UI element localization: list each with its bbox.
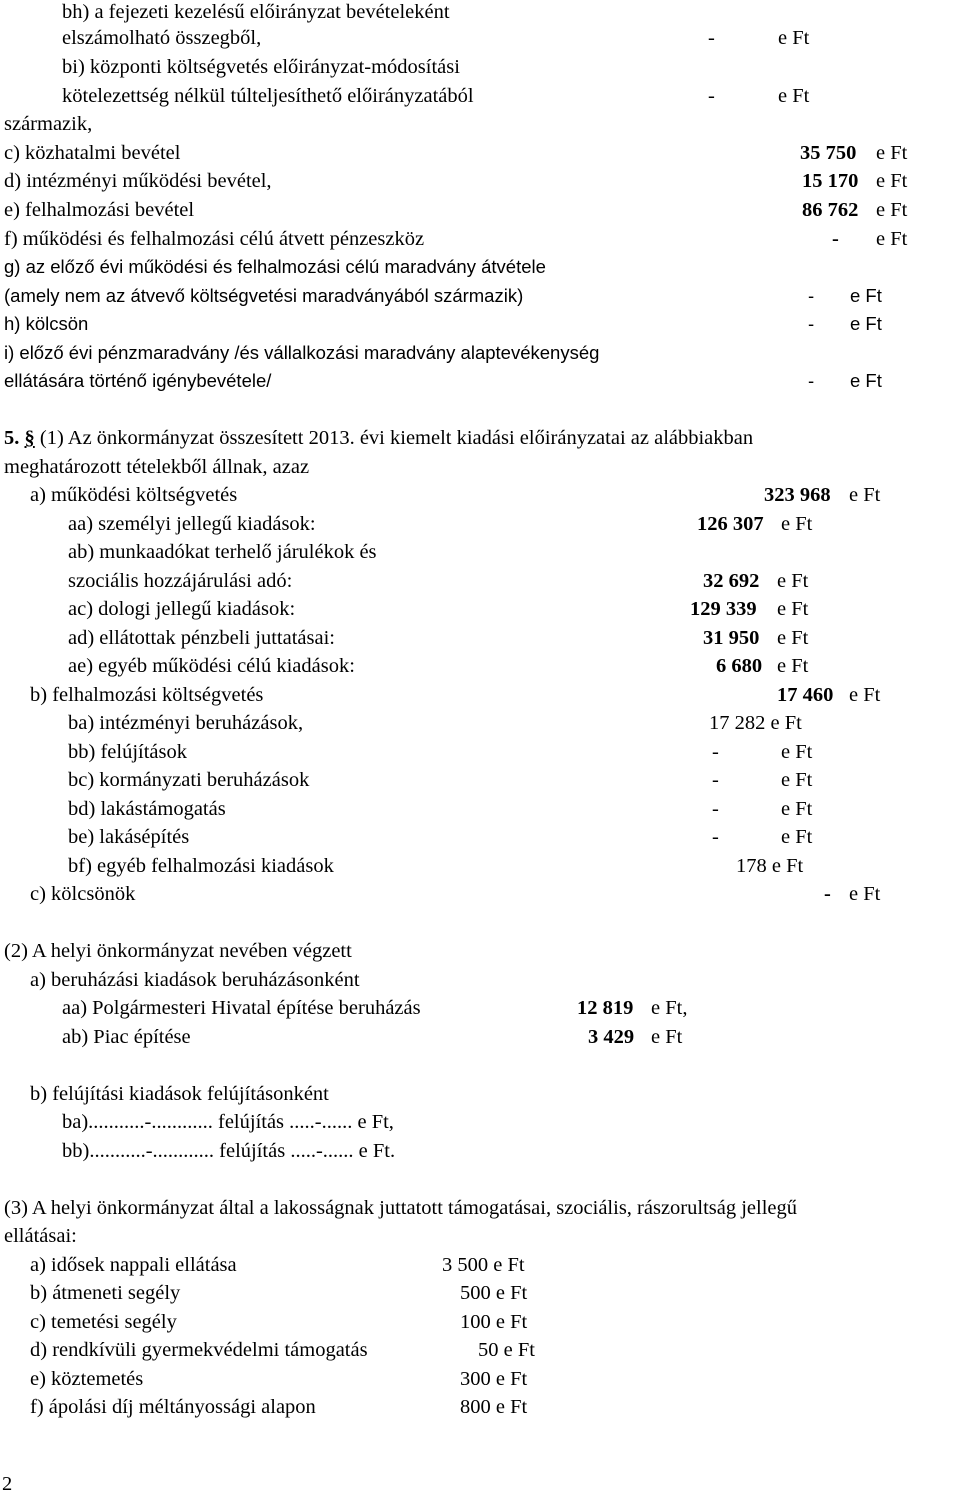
income-bi-line1: bi) központi költségvetés előirányzat-módosítási [62,56,460,78]
exp-a-label: a) működési költségvetés [30,484,238,506]
income-d-unit: e Ft [876,170,908,192]
exp-a-value: 323 968 [764,484,831,506]
exp-ab-value: 32 692 [703,570,760,592]
income-g-dash: - [808,285,815,306]
exp-bb-label: bb) felújítások [68,741,187,763]
exp-aa-label: aa) személyi jellegű kiadások: [68,513,316,535]
para2-title: (2) A helyi önkormányzat nevében végzett [4,940,352,962]
income-e-label: e) felhalmozási bevétel [4,199,195,221]
exp-b-value: 17 460 [777,684,834,706]
exp-a-unit: e Ft [849,484,881,506]
income-d-value: 15 170 [802,170,859,192]
income-bi-unit: e Ft [778,85,810,107]
income-bi-dash: - [708,85,715,107]
para3-line1: (3) A helyi önkormányzat által a lakosságnak juttatott támogatásai, szociális, rászorultság jellegű [4,1197,798,1219]
income-f-dash: - [832,228,839,250]
para3-item-value: 3 500 e Ft [442,1254,525,1276]
exp-bf-value: 178 e Ft [736,855,804,877]
income-g-unit: e Ft [850,285,882,306]
exp-ba-label: ba) intézményi beruházások, [68,712,304,734]
income-f-label: f) működési és felhalmozási célú átvett pénzeszköz [4,228,425,250]
exp-ae-label: ae) egyéb működési célú kiadások: [68,655,355,677]
exp-bf-label: bf) egyéb felhalmozási kiadások [68,855,334,877]
exp-be-unit: e Ft [781,826,813,848]
exp-bb-dash: - [712,741,719,763]
exp-c-dash: - [824,883,831,905]
page-number: 2 [2,1473,13,1495]
section-5-line2: meghatározott tételekből állnak, azaz [4,456,310,478]
income-bh-unit: e Ft [778,27,810,49]
income-h-label: h) kölcsön [4,313,89,334]
exp-bd-unit: e Ft [781,798,813,820]
para3-item-label: e) köztemetés [30,1368,144,1390]
exp-ab-line1: ab) munkaadókat terhelő járulékok és [68,541,377,563]
exp-bc-dash: - [712,769,719,791]
exp-ac-label: ac) dologi jellegű kiadások: [68,598,296,620]
exp-c-unit: e Ft [849,883,881,905]
para3-line2: ellátásai: [4,1225,77,1247]
exp-ba-value: 17 282 e Ft [709,712,802,734]
income-i-line1: i) előző évi pénzmaradvány /és vállalkozási maradvány alaptevékenység [4,342,600,363]
para3-item-label: f) ápolási díj méltányossági alapon [30,1396,316,1418]
para3-item-value: 100 e Ft [460,1311,528,1333]
income-h-unit: e Ft [850,313,882,334]
income-e-value: 86 762 [802,199,859,221]
para3-item-value: 800 e Ft [460,1396,528,1418]
exp-ad-label: ad) ellátottak pénzbeli juttatásai: [68,627,335,649]
exp-ad-value: 31 950 [703,627,760,649]
income-f-unit: e Ft [876,228,908,250]
para2-ab-label: ab) Piac építése [62,1026,191,1048]
exp-aa-unit: e Ft [781,513,813,535]
exp-ac-unit: e Ft [777,598,809,620]
income-bi-line2: kötelezettség nélkül túlteljesíthető előirányzatából [62,85,474,107]
exp-be-dash: - [712,826,719,848]
para2-aa-unit: e Ft, [651,997,688,1019]
exp-c-label: c) kölcsönök [30,883,136,905]
income-bh-dash: - [708,27,715,49]
exp-bc-unit: e Ft [781,769,813,791]
exp-bd-label: bd) lakástámogatás [68,798,226,820]
exp-b-unit: e Ft [849,684,881,706]
exp-bc-label: bc) kormányzati beruházások [68,769,310,791]
exp-bb-unit: e Ft [781,741,813,763]
exp-aa-value: 126 307 [697,513,764,535]
para3-item-label: b) átmeneti segély [30,1282,181,1304]
para3-item-label: a) idősek nappali ellátása [30,1254,237,1276]
income-c-value: 35 750 [800,142,857,164]
exp-ac-value: 129 339 [690,598,757,620]
section-5-line1: (1) Az önkormányzat összesített 2013. évi kiemelt kiadási előirányzatai az alábbiakban [34,427,754,449]
section-5-heading [4,424,753,452]
para3-item-value: 300 e Ft [460,1368,528,1390]
income-bi-line3: származik, [4,113,93,135]
income-c-label: c) közhatalmi bevétel [4,142,181,164]
exp-ab-line2: szociális hozzájárulási adó: [68,570,293,592]
income-i-dash: - [808,370,815,391]
para3-item-value: 500 e Ft [460,1282,528,1304]
income-i-unit: e Ft [850,370,882,391]
income-g-line1: g) az előző évi működési és felhalmozási célú maradvány átvétele [4,256,546,277]
exp-ae-unit: e Ft [777,655,809,677]
para3-item-label: d) rendkívüli gyermekvédelmi támogatás [30,1339,368,1361]
para3-item-value: 50 e Ft [478,1339,535,1361]
exp-be-label: be) lakásépítés [68,826,190,848]
income-e-unit: e Ft [876,199,908,221]
para3-item-label: c) temetési segély [30,1311,177,1333]
exp-ae-value: 6 680 [716,655,763,677]
section-number: 5. [4,427,20,449]
income-d-label: d) intézményi működési bevétel, [4,170,272,192]
section-sign: § [24,427,35,449]
para2-ba-text: ba)...........-............ felújítás .....-...... e Ft, [62,1111,394,1133]
income-bh-line2: elszámolható összegből, [62,27,262,49]
exp-bd-dash: - [712,798,719,820]
exp-ad-unit: e Ft [777,627,809,649]
exp-ab-unit: e Ft [777,570,809,592]
para2-aa-value: 12 819 [577,997,634,1019]
income-h-dash: - [808,313,815,334]
income-i-line2: ellátására történő igénybevétele/ [4,370,272,391]
income-c-unit: e Ft [876,142,908,164]
income-bh-line1: bh) a fejezeti kezelésű előirányzat bevételeként [62,1,450,23]
para2-bb-text: bb)...........-............ felújítás .....-...... e Ft. [62,1140,396,1162]
income-g-line2: (amely nem az átvevő költségvetési maradványából származik) [4,285,524,306]
para2-a-label: a) beruházási kiadások beruházásonként [30,969,360,991]
para2-ab-unit: e Ft [651,1026,683,1048]
exp-b-label: b) felhalmozási költségvetés [30,684,264,706]
para2-aa-label: aa) Polgármesteri Hivatal építése beruházás [62,997,421,1019]
para2-ab-value: 3 429 [588,1026,635,1048]
para2-b-label: b) felújítási kiadások felújításonként [30,1083,329,1105]
